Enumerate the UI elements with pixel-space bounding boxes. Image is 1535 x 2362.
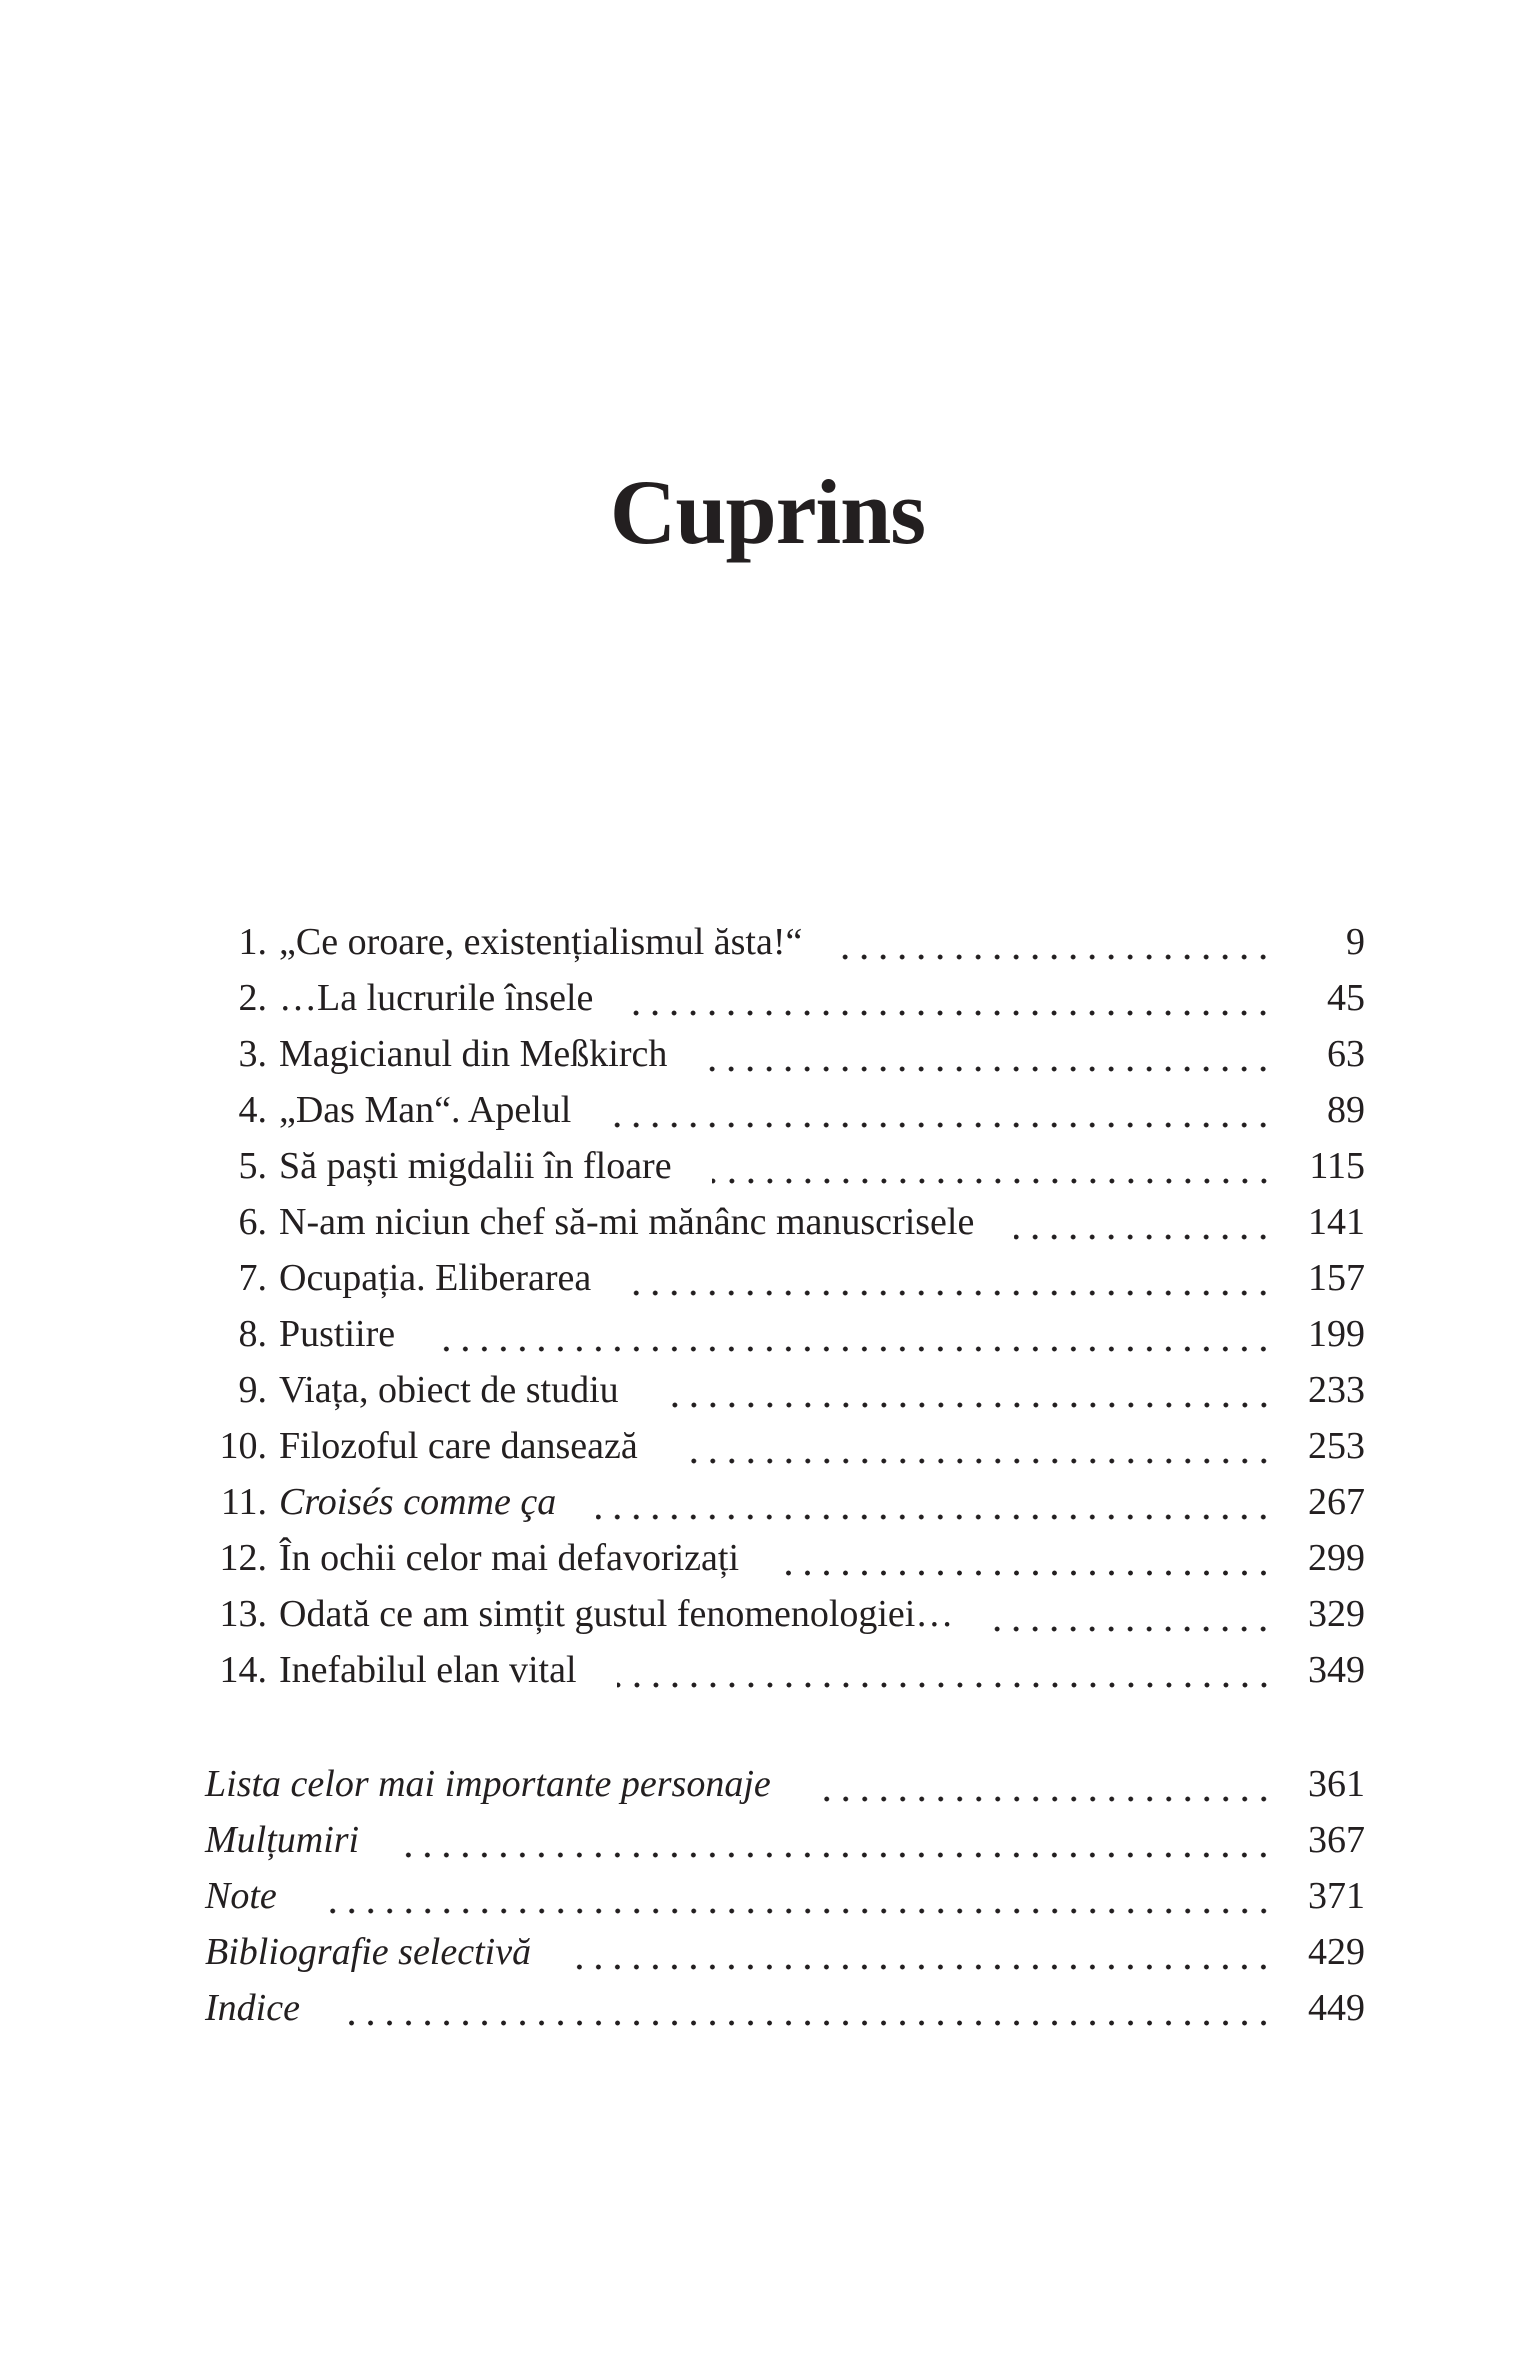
back-matter-title: Mulțumiri <box>205 1819 360 1861</box>
back-matter-list <box>205 1756 1365 2036</box>
chapter-title: „Das Man“. Apelul <box>279 1089 572 1131</box>
chapter-title: Viața, obiect de studiu <box>279 1369 619 1411</box>
dot-leader <box>1014 1234 1273 1240</box>
toc-entry[interactable] <box>205 1362 1365 1418</box>
toc-entry[interactable] <box>205 1980 1365 2036</box>
toc-entry[interactable] <box>205 1756 1365 1812</box>
toc-entry[interactable] <box>205 1082 1365 1138</box>
page-number: 329 <box>1308 1593 1365 1635</box>
dot-leader <box>811 1796 1273 1802</box>
chapter-number: 1. <box>238 921 267 963</box>
page-number: 267 <box>1308 1481 1365 1523</box>
chapter-title: „Ce oroare, existențialismul ăsta!“ <box>279 921 803 963</box>
chapter-title: …La lucrurile însele <box>279 977 594 1019</box>
dot-leader <box>617 1682 1273 1688</box>
page-number: 449 <box>1308 1987 1365 2029</box>
page-number: 157 <box>1308 1257 1365 1299</box>
chapter-title: Să paști migdalii în floare <box>279 1145 672 1187</box>
page-number: 63 <box>1327 1033 1365 1075</box>
toc-entry[interactable] <box>205 1586 1365 1642</box>
toc-entry[interactable] <box>205 1530 1365 1586</box>
toc-entry[interactable] <box>205 1642 1365 1698</box>
chapter-title: În ochii celor mai defavorizați <box>279 1537 740 1579</box>
dot-leader <box>611 1122 1273 1128</box>
toc-entry[interactable] <box>205 1026 1365 1082</box>
page-number: 361 <box>1308 1763 1365 1805</box>
dot-leader <box>779 1570 1273 1576</box>
dot-leader <box>399 1852 1273 1858</box>
chapter-number: 3. <box>238 1033 267 1075</box>
toc-entry[interactable] <box>205 1812 1365 1868</box>
chapter-list <box>205 914 1365 1698</box>
chapter-number: 10. <box>219 1425 267 1467</box>
chapter-title: N-am niciun chef să-mi mănânc manuscrisele <box>279 1201 975 1243</box>
back-matter-title: Note <box>205 1875 277 1917</box>
chapter-number: 8. <box>238 1313 267 1355</box>
dot-leader <box>659 1402 1273 1408</box>
page-number: 115 <box>1309 1145 1365 1187</box>
chapter-number: 7. <box>238 1257 267 1299</box>
chapter-number: 6. <box>238 1201 267 1243</box>
page-number: 9 <box>1346 921 1365 963</box>
chapter-number: 11. <box>220 1481 267 1523</box>
dot-leader <box>678 1458 1273 1464</box>
toc-entry[interactable] <box>205 970 1365 1026</box>
chapter-number: 12. <box>219 1537 267 1579</box>
dot-leader <box>340 2020 1273 2026</box>
dot-leader <box>707 1066 1273 1072</box>
dot-leader <box>993 1626 1273 1632</box>
page-number: 45 <box>1327 977 1365 1019</box>
chapter-title: Inefabilul elan vital <box>279 1649 577 1691</box>
back-matter-title: Bibliografie selectivă <box>205 1931 532 1973</box>
dot-leader <box>631 1290 1273 1296</box>
dot-leader <box>435 1346 1273 1352</box>
toc-entry[interactable] <box>205 1194 1365 1250</box>
chapter-number: 5. <box>238 1145 267 1187</box>
back-matter-title: Lista celor mai importante personaje <box>205 1763 771 1805</box>
toc-entry[interactable] <box>205 1924 1365 1980</box>
toc-entry[interactable] <box>205 1868 1365 1924</box>
page-number: 367 <box>1308 1819 1365 1861</box>
back-matter-title: Indice <box>205 1987 300 2029</box>
page-number: 429 <box>1308 1931 1365 1973</box>
chapter-number: 13. <box>219 1593 267 1635</box>
chapter-title: Croisés comme ça <box>279 1481 557 1523</box>
page-number: 233 <box>1308 1369 1365 1411</box>
toc-entry[interactable] <box>205 914 1365 970</box>
page-title: Cuprins <box>609 460 926 563</box>
chapter-title: Ocupația. Eliberarea <box>279 1257 592 1299</box>
page-number: 349 <box>1308 1649 1365 1691</box>
toc-entry[interactable] <box>205 1418 1365 1474</box>
toc-entry[interactable] <box>205 1250 1365 1306</box>
toc-entry[interactable] <box>205 1138 1365 1194</box>
chapter-number: 14. <box>219 1649 267 1691</box>
chapter-number: 4. <box>238 1089 267 1131</box>
chapter-number: 9. <box>238 1369 267 1411</box>
page-number: 141 <box>1308 1201 1365 1243</box>
dot-leader <box>596 1514 1273 1520</box>
dot-leader <box>842 954 1273 960</box>
page-number: 89 <box>1327 1089 1365 1131</box>
dot-leader <box>633 1010 1273 1016</box>
dot-leader <box>712 1178 1273 1184</box>
dot-leader <box>571 1964 1273 1970</box>
page-number: 371 <box>1308 1875 1365 1917</box>
chapter-title: Pustiire <box>279 1313 396 1355</box>
page-number: 253 <box>1308 1425 1365 1467</box>
page-number: 299 <box>1308 1537 1365 1579</box>
dot-leader <box>317 1908 1273 1914</box>
page-number: 199 <box>1308 1313 1365 1355</box>
chapter-number: 2. <box>238 977 267 1019</box>
toc-entry[interactable] <box>205 1474 1365 1530</box>
chapter-title: Filozoful care dansează <box>279 1425 638 1467</box>
chapter-title: Magicianul din Meßkirch <box>279 1033 668 1075</box>
chapter-title: Odată ce am simțit gustul fenomenologiei… <box>279 1593 954 1635</box>
toc-entry[interactable] <box>205 1306 1365 1362</box>
